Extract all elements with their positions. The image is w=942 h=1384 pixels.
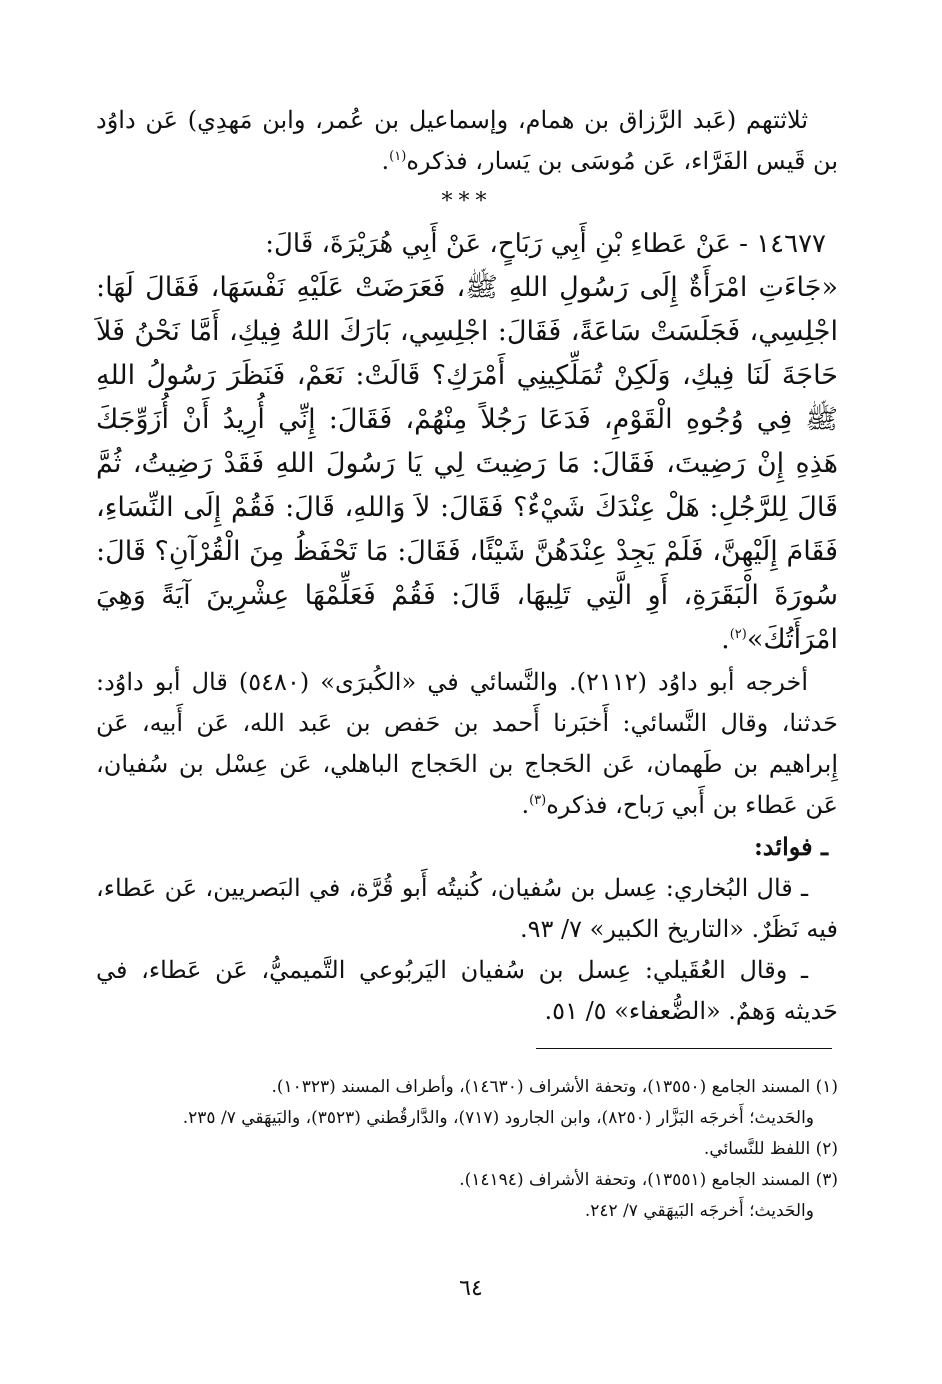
- footnote-3-detail: والحَديث؛ أَخرجَه البَيهَقي ٧/ ٢٤٢.: [584, 1201, 814, 1221]
- hadith-isnad: عَنْ عَطاءِ بْنِ أَبِي رَبَاحٍ، عَنْ أَبِي هُرَيْرَةَ، قَالَ:: [265, 229, 731, 259]
- footnote-divider: [536, 1048, 832, 1049]
- chain-text: ثلاثتهم (عَبد الرَّزاق بن همام، وإسماعيل بن عُمر، وابن مَهدِي) عَن داوُد بن قَيس الفَرَّاء، عَن مُوسَى بن يَسار، فذكره: [96, 106, 838, 175]
- hadith-text: «جَاءَتِ امْرَأَةٌ إِلَى رَسُولِ اللهِ ﷺ، فَعَرَضَتْ عَلَيْهِ نَفْسَهَا، فَقَالَ لَهَا: اجْلِسِي، فَجَلَسَتْ سَاعَةً، فَقَالَ: اجْلِسِي، بَارَكَ اللهُ فِيكِ، أَمَّا نَحْنُ فَلاَ حَاجَةَ لَنَا فِيكِ، وَلَكِنْ تُمَلِّكِينِي أَمْرَكِ؟ قَالَتْ: نَعَمْ، فَنَظَرَ رَسُولُ اللهِ ﷺ فِي وُجُوهِ الْقَوْمِ، فَدَعَا رَجُلاً مِنْهُمْ، فَقَالَ: إِنِّي أُرِيدُ أَنْ أُزَوِّجَكَ هَذِهِ إِنْ رَضِيتَ، فَقَالَ: مَا رَضِيتَ لِي يَا رَسُولَ اللهِ فَقَدْ رَضِيتُ، ثُمَّ قَالَ لِلرَّجُلِ: هَلْ عِنْدَكَ شَيْءٌ؟ فَقَالَ: لاَ وَاللهِ، قَالَ: فَقُمْ إِلَى النِّسَاءِ، فَقَامَ إِلَيْهِنَّ، فَلَمْ يَجِدْ عِنْدَهُنَّ شَيْئًا، فَقَالَ: مَا تَحْفَظُ مِنَ الْقُرْآنِ؟ قَالَ: سُورَةَ الْبَقَرَةِ، أَوِ الَّتِي تَلِيهَا، قَالَ: فَقُمْ فَعَلِّمْهَا عِشْرِينَ آيَةً وَهِيَ امْرَأَتُكَ»$^{(٢)}$.: [96, 272, 838, 655]
- fawaid-item: ـ وقال العُقَيلي: عِسل بن سُفيان اليَربُوعي التَّميميُّ، عَن عَطاء، في حَديثه وَهمٌ. «الضُّعفاء» ٥/ ٥١.: [96, 956, 838, 1025]
- page-body: [96, 100, 838, 1032]
- page-number: ٦٤: [459, 1276, 483, 1301]
- section-separator: ***: [441, 189, 493, 214]
- footnote-ref-1[interactable]: (١): [389, 149, 407, 164]
- footnotes: [96, 1072, 838, 1227]
- chain-paragraph: ثلاثتهم (عَبد الرَّزاق بن همام، وإسماعيل بن عُمر، وابن مَهدِي) عَن داوُد بن قَيس الفَرَّاء، عَن مُوسَى بن يَسار، فذكره$^{(١)}$.: [96, 106, 838, 175]
- takhrij-paragraph: أخرجه أبو داوُد (٢١١٢). والنَّسائي في «الكُبرَى» (٥٤٨٠) قال أبو داوُد: حَدثنا، وقال النَّسائي: أَخبَرنا أَحمد بن حَفص بن عَبد الله، عَن أَبيه، عَن إِبراهيم بن طَهمان، عَن الحَجاج بن الحَجاج الباهلي، عَن عِسْل بن سُفيان، عَن عَطاء بن أَبي رَباح، فذكره$^{(٣)}$.: [96, 668, 838, 819]
- footnote-ref-2[interactable]: (٢): [729, 627, 747, 642]
- hadith-number: ١٤٦٧٧ -: [739, 229, 826, 259]
- footnote-3: (٣) المسند الجامع (١٣٥٥١)، وتحفة الأشراف (١٤١٩٤).: [459, 1170, 838, 1190]
- footnote-1: (١) المسند الجامع (١٣٥٥٠)، وتحفة الأشراف (١٤٦٣٠)، وأطراف المسند (١٠٣٢٣).: [271, 1077, 838, 1097]
- fawaid-item: ـ قال البُخاري: عِسل بن سُفيان، كُنيتُه أَبو قُرَّة، في البَصريين، عَن عَطاء، فيه نَظَرٌ. «التاريخ الكبير» ٧/ ٩٣.: [96, 874, 838, 943]
- footnote-1-detail: والحَديث؛ أَخرجَه البَزَّار (٨٢٥٠)، وابن الجارود (٧١٧)، والدَّارقُطني (٣٥٢٣)، والبَيهَقي ٧/ ٢٣٥.: [182, 1108, 814, 1128]
- footnote-2: (٢) اللفظ للنَّسائي.: [703, 1139, 838, 1159]
- fawaid-heading: ـ فوائد:: [753, 832, 828, 861]
- hadith-header: [96, 222, 838, 266]
- footnote-ref-3[interactable]: (٣): [529, 793, 547, 808]
